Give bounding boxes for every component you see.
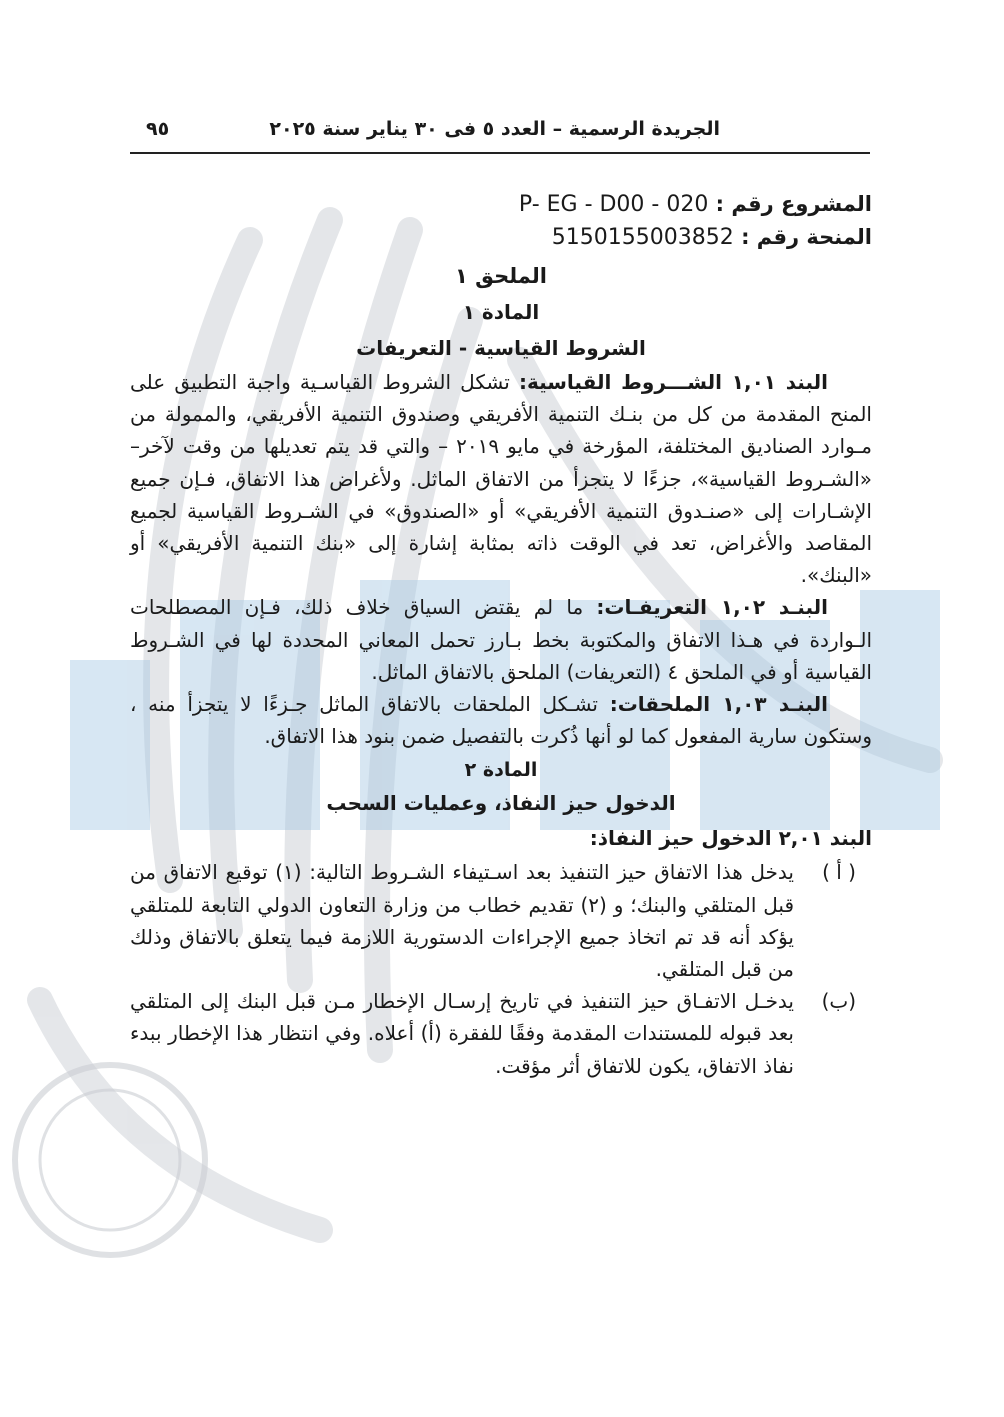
article-2-heading: الدخول حيز النفاذ، وعمليات السحب (326, 791, 676, 816)
grant-number-line (130, 221, 872, 254)
clause-label: البنـد ١,٠٢ التعريفـات: (596, 595, 828, 620)
clause-1-02 (130, 591, 872, 688)
page-header (130, 112, 870, 154)
gazette-title: الجريدة الرسمية – العدد ٥ فى ٣٠ يناير سنة ٢٠٢٥ (269, 118, 720, 140)
annex-title: الملحق ١ (455, 264, 547, 288)
item-marker: ( أ ) (822, 860, 856, 885)
clause-label: البند ١,٠١ الشـــروط القياسية: (518, 370, 829, 394)
item-text: يدخـل الاتفـاق حيز التنفيذ في تاريخ إرسـال الإخطار مـن قبل البنك إلى المتلقي بعد قبوله للمستندات المقدمة وفقًا للفقرة (أ) أعلاه. وفي انتظار هذا الإخطار ببدء نفاذ الاتفاق، يكون للاتفاق أثر مؤقت. (130, 989, 794, 1078)
item-text: يدخل هذا الاتفاق حيز التنفيذ بعد اسـتيفاء الشـروط التالية: (١) توقيع الاتفاق من قبل المتلقي والبنك؛ و (٢) تقديم خطاب من وزارة التعاون الدولي التابعة للمتلقي يؤكد أنه قد تم اتخاذ جميع الإجراءات الدستورية اللازمة فيما يتعلق بالاتفاق وذلك من قبل المتلقي. (130, 860, 795, 982)
document-body (130, 188, 872, 1082)
grant-number-value: 5150155003852 (551, 225, 734, 250)
grant-number-label: المنحة رقم : (741, 225, 872, 249)
project-number-value: P- EG - D00 - 020 (518, 192, 709, 217)
article-2-title: المادة ٢ (464, 759, 538, 782)
clause-text: تشـكل الملحقات بالاتفاق الماثل جـزءًا لا يتجزأ منه ، وستكون سارية المفعول كما لو أنها ذُكرت بالتفصيل ضمن بنود هذا الاتفاق. (130, 692, 872, 749)
clause-label: البنـد ١,٠٣ الملحقات: (609, 692, 828, 717)
list-item (130, 856, 872, 985)
page-number: ٩٥ (146, 118, 170, 140)
project-number-label: المشروع رقم : (715, 192, 872, 216)
article-1-heading: الشروط القياسية - التعريفات (356, 336, 646, 360)
clause-1-03 (130, 688, 872, 752)
clause-1-01 (130, 366, 872, 591)
project-number-line (130, 188, 872, 221)
clause-text: تشكل الشروط القياسـية واجبة التطبيق على المنح المقدمة من كل من بنـك التنمية الأفريقي وصندوق التنمية الأفريقي، والممولة من مـوارد الصناديق المختلفة، المؤرخة في مايو ٢٠١٩ – والتي قد يتم تعديلها من وقت لآخر– «الشـروط القياسية»، جزءًا لا يتجزأ من الاتفاق الماثل. ولأغراض هذا الاتفاق، فـإن جميع الإشـارات إلى «صنـدوق التنمية الأفريقي» أو «الصندوق» في الشـروط القياسية لجميع المقاصد والأغراض، تعد في الوقت ذاته بمثابة إشارة إلى «بنك التنمية الأفريقي» أو «البنك». (130, 370, 872, 588)
clause-2-01-label: البند ٢,٠١ الدخول حيز النفاذ: (589, 826, 872, 851)
item-marker: (ب) (821, 989, 856, 1014)
clause-text: ما لم يقتض السياق خلاف ذلك، فـإن المصطلحات الـواردة في هـذا الاتفاق والمكتوبة بخط بـارز تحمل المعاني المحددة لها في الشـروط القياسية أو في الملحق ٤ (التعريفات) الملحق بالاتفاق الماثل. (130, 595, 872, 684)
article-1-title: المادة ١ (462, 300, 540, 324)
list-item (130, 985, 872, 1082)
